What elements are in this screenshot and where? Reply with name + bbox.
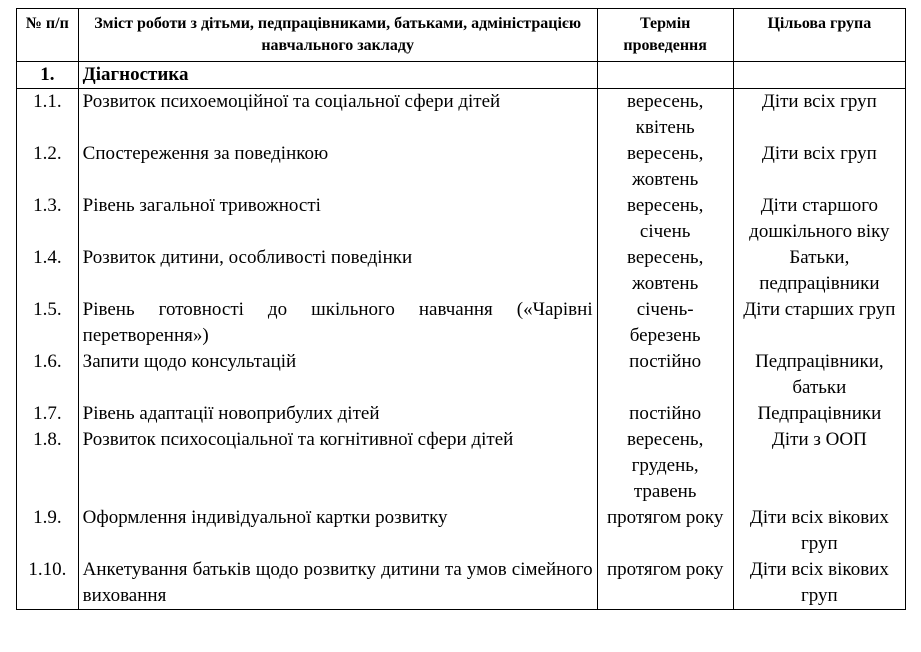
table-row <box>17 89 906 142</box>
table-row <box>17 297 906 349</box>
row-num: 1.1. <box>17 89 79 142</box>
row-target: Діти старшого дошкільного віку <box>733 193 905 245</box>
row-target: Діти старших груп <box>733 297 905 349</box>
row-num: 1.10. <box>17 557 79 610</box>
header-num: № п/п <box>17 9 79 62</box>
table-row <box>17 401 906 427</box>
work-plan-table <box>16 8 906 610</box>
row-content: Рівень готовності до шкільного навчання («Чарівні перетворення») <box>78 297 597 349</box>
row-num: 1.3. <box>17 193 79 245</box>
section-target-empty <box>733 62 905 89</box>
row-target: Діти всіх груп <box>733 141 905 193</box>
row-term: постійно <box>597 401 733 427</box>
row-num: 1.9. <box>17 505 79 557</box>
row-term: вересень, квітень <box>597 89 733 142</box>
table-row <box>17 245 906 297</box>
row-content: Рівень загальної тривожності <box>78 193 597 245</box>
row-num: 1.4. <box>17 245 79 297</box>
row-content: Рівень адаптації новоприбулих дітей <box>78 401 597 427</box>
section-term-empty <box>597 62 733 89</box>
table-row <box>17 141 906 193</box>
row-target: Педпрацівники, батьки <box>733 349 905 401</box>
header-content: Зміст роботи з дітьми, педпрацівниками, батьками, адміністрацією навчального закладу <box>78 9 597 62</box>
header-row <box>17 9 906 62</box>
row-term: протягом року <box>597 505 733 557</box>
row-num: 1.8. <box>17 427 79 505</box>
row-target: Педпрацівники <box>733 401 905 427</box>
row-target: Діти всіх вікових груп <box>733 557 905 610</box>
table-row <box>17 427 906 505</box>
row-term: постійно <box>597 349 733 401</box>
table-row <box>17 505 906 557</box>
header-term: Термін проведення <box>597 9 733 62</box>
table-row <box>17 349 906 401</box>
section-title: Діагностика <box>78 62 597 89</box>
row-term: вересень, грудень, травень <box>597 427 733 505</box>
section-row <box>17 62 906 89</box>
row-term: протягом року <box>597 557 733 610</box>
row-num: 1.6. <box>17 349 79 401</box>
row-target: Діти всіх груп <box>733 89 905 142</box>
row-content: Розвиток психоемоційної та соціальної сфери дітей <box>78 89 597 142</box>
table-row <box>17 193 906 245</box>
row-content: Оформлення індивідуальної картки розвитку <box>78 505 597 557</box>
row-num: 1.7. <box>17 401 79 427</box>
row-term: вересень, жовтень <box>597 245 733 297</box>
row-content: Розвиток психосоціальної та когнітивної сфери дітей <box>78 427 597 505</box>
row-term: січень-березень <box>597 297 733 349</box>
row-content: Спостереження за поведінкою <box>78 141 597 193</box>
header-target: Цільова група <box>733 9 905 62</box>
section-num: 1. <box>17 62 79 89</box>
row-term: вересень, січень <box>597 193 733 245</box>
row-content: Розвиток дитини, особливості поведінки <box>78 245 597 297</box>
row-content: Анкетування батьків щодо розвитку дитини та умов сімейного виховання <box>78 557 597 610</box>
row-term: вересень, жовтень <box>597 141 733 193</box>
row-target: Діти всіх вікових груп <box>733 505 905 557</box>
row-num: 1.5. <box>17 297 79 349</box>
row-target: Діти з ООП <box>733 427 905 505</box>
row-content: Запити щодо консультацій <box>78 349 597 401</box>
table-row <box>17 557 906 610</box>
row-num: 1.2. <box>17 141 79 193</box>
row-target: Батьки, педпрацівники <box>733 245 905 297</box>
